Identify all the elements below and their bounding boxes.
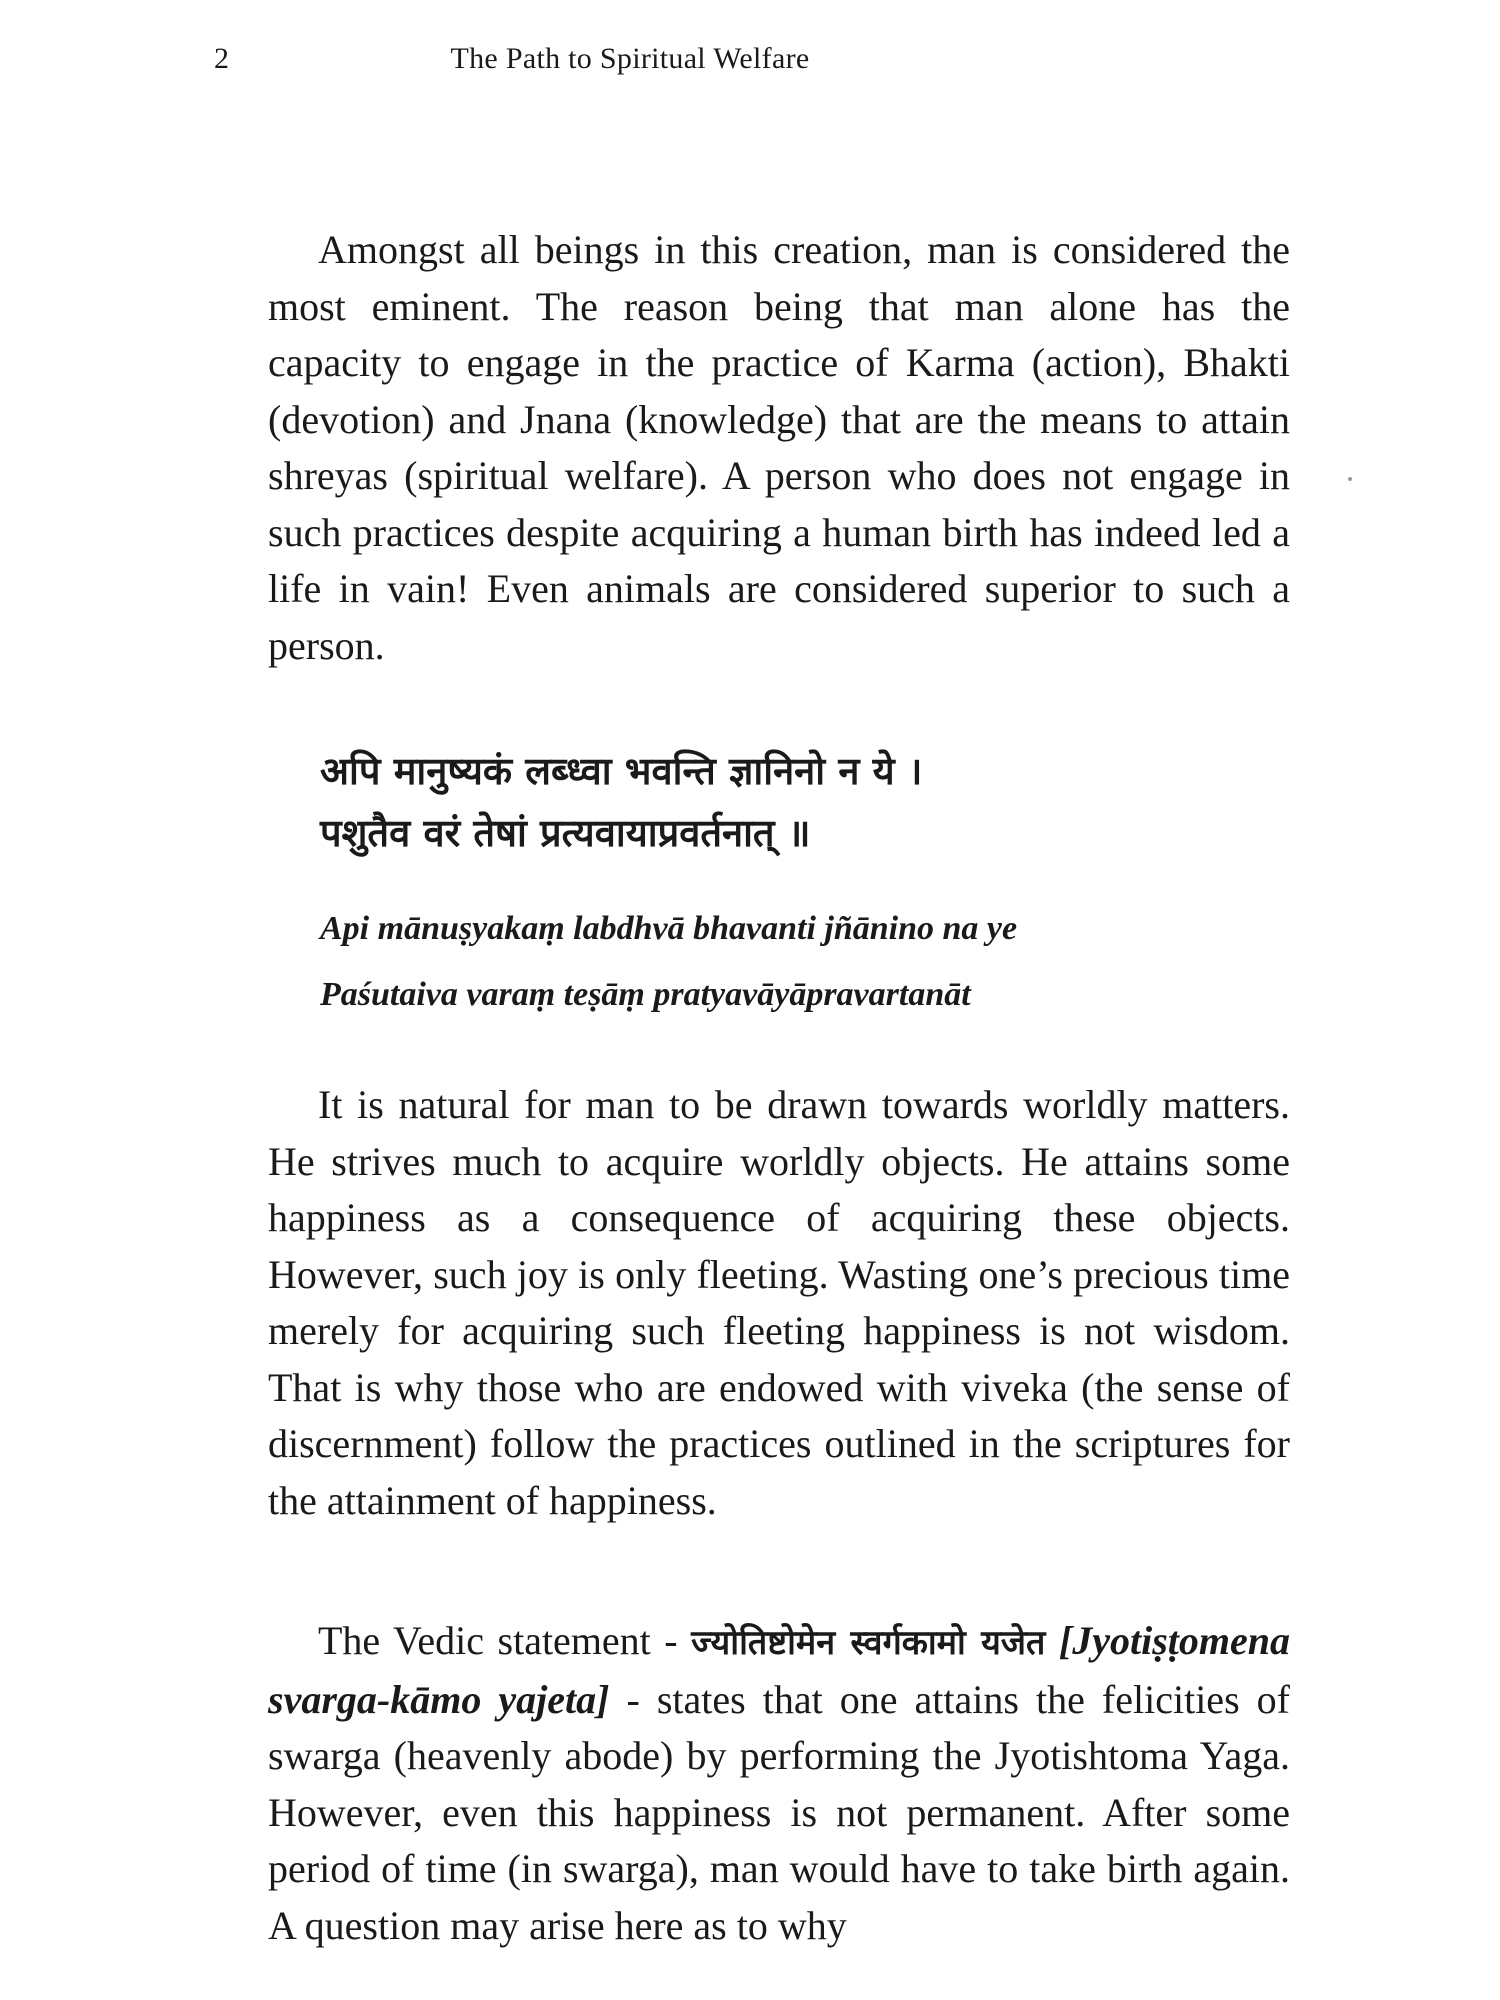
verse-transliteration-line-1: Api mānuṣyakaṃ labdhvā bhavanti jñānino na ye (320, 910, 1018, 947)
paragraph-3-rest: - states that one attains the felicities of swarga (heavenly abode) by performing the Jyotishtoma Yaga. However, even this happiness is not permanent. After some period of time (in swarga), man would have to take birth again. A question may arise here as to why (268, 1676, 1290, 1948)
verse-devanagari (320, 740, 1300, 864)
running-title: The Path to Spiritual Welfare (450, 42, 810, 75)
verse-devanagari-line-1: अपि मानुष्यकं लब्ध्वा भवन्ति ज्ञानिनो न ये । (320, 749, 923, 793)
scan-speck (1348, 477, 1352, 481)
page-number: 2 (214, 42, 229, 75)
verse-devanagari-line-2: पशुतैव वरं तेषां प्रत्यवायाप्रवर्तनात् ॥ (320, 811, 811, 855)
paragraph-3-lead: The Vedic statement - (318, 1618, 692, 1663)
paragraph-1: Amongst all beings in this creation, man is considered the most eminent. The reason being that man alone has the capacity to engage in the practice of Karma (action), Bhakti (devotion) and Jnana (knowledge) that are the means to attain shreyas (spiritual welfare). A person who does not engage in such practices despite acquiring a human birth has indeed led a life in vain! Even animals are considered superior to such a person. (268, 227, 1290, 668)
vedic-statement-transliteration: [Jyotiṣṭomena svarga-kāmo yajeta] (268, 1618, 1291, 1722)
paragraph-2: It is natural for man to be drawn towards worldly matters. He strives much to acquire worldly objects. He attains some happiness as a consequence of acquiring these objects. However, such joy is only fleeting. Wasting one’s precious time merely for acquiring such fleeting happiness is not wisdom. That is why those who are endowed with viveka (the sense of discernment) follow the practices outlined in the scriptures for the attainment of happiness. (268, 1082, 1290, 1523)
verse-transliteration (320, 896, 1300, 1028)
verse-transliteration-line-2: Paśutaiva varaṃ teṣāṃ pratyavāyāpravartanāt (320, 976, 971, 1013)
vedic-statement-sanskrit: ज्योतिष्टोमेन स्वर्गकामो यजेत (691, 1623, 1046, 1663)
paragraph-3 (268, 1613, 1290, 1954)
